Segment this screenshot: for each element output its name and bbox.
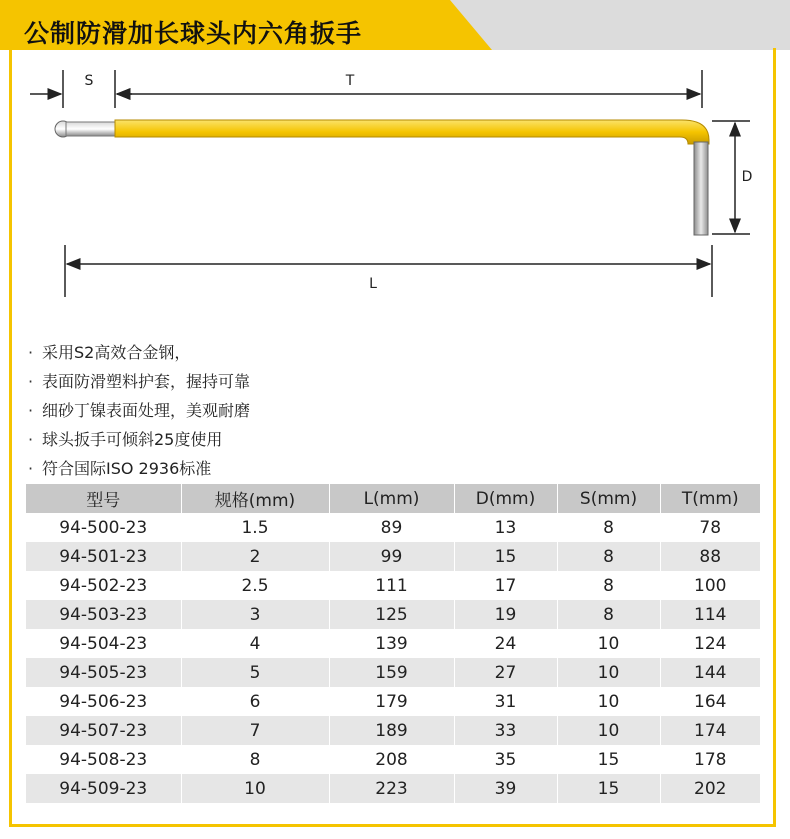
- table-row: [26, 571, 760, 600]
- cell-t: 178: [694, 749, 727, 770]
- s-label: S: [84, 73, 94, 89]
- header-d: D(mm): [454, 484, 557, 513]
- d-dimension: [712, 121, 752, 234]
- t-label: T: [345, 73, 355, 89]
- page-title: 公制防滑加长球头内六角扳手: [24, 19, 363, 48]
- cell-model: 94-506-23: [26, 687, 181, 716]
- cell-t: 100: [694, 575, 727, 596]
- cell-d: 24: [454, 629, 557, 658]
- cell-d: 19: [454, 600, 557, 629]
- cell-model: 94-505-23: [26, 658, 181, 687]
- cell-model: 94-509-23: [26, 774, 181, 803]
- cell-l: 139: [329, 629, 454, 658]
- feature-list: [28, 338, 528, 483]
- cell-model: 94-508-23: [26, 745, 181, 774]
- header-l: L(mm): [329, 484, 454, 513]
- cell-s: 8: [557, 571, 660, 600]
- table-row: [26, 629, 760, 658]
- table-row: [26, 716, 760, 745]
- header-s: S(mm): [557, 484, 660, 513]
- cell-t: 78: [699, 517, 722, 538]
- cell-size: 2.5: [181, 571, 329, 600]
- wrench-diagram: [20, 60, 770, 310]
- cell-size: 3: [181, 600, 329, 629]
- cell-t: 114: [694, 604, 727, 625]
- header-t: T(mm): [681, 488, 739, 509]
- cell-l: 111: [329, 571, 454, 600]
- feature-item: [28, 425, 528, 454]
- cell-size: 8: [181, 745, 329, 774]
- table-row: [26, 542, 760, 571]
- cell-s: 8: [557, 513, 660, 542]
- cell-s: 10: [557, 658, 660, 687]
- bullet-dot: ·: [28, 372, 34, 391]
- cell-size: 7: [181, 716, 329, 745]
- cell-s: 8: [557, 542, 660, 571]
- cell-l: 99: [329, 542, 454, 571]
- hex-shaft: [66, 122, 116, 136]
- cell-s: 15: [557, 745, 660, 774]
- cell-l: 179: [329, 687, 454, 716]
- feature-text: 球头扳手可倾斜25度使用: [42, 430, 223, 449]
- table-header-row: [26, 484, 760, 513]
- cell-model: 94-501-23: [26, 542, 181, 571]
- cell-d: 31: [454, 687, 557, 716]
- bullet-dot: ·: [28, 459, 34, 478]
- feature-text: 表面防滑塑料护套，握持可靠: [42, 372, 251, 391]
- table-row: [26, 774, 760, 803]
- feature-item: [28, 454, 528, 483]
- cell-s: 10: [557, 716, 660, 745]
- table-row: [26, 745, 760, 774]
- cell-t: 174: [694, 720, 727, 741]
- cell-t: 124: [694, 633, 727, 654]
- hex-wrench: [55, 120, 709, 235]
- table-row: [26, 600, 760, 629]
- feature-text: 符合国际ISO 2936标准: [42, 459, 212, 478]
- feature-item: [28, 338, 528, 367]
- cell-t: 144: [694, 662, 727, 683]
- feature-text: 采用S2高效合金钢，: [42, 343, 191, 362]
- cell-d: 15: [454, 542, 557, 571]
- cell-s: 10: [557, 687, 660, 716]
- cell-model: 94-503-23: [26, 600, 181, 629]
- cell-t: 202: [694, 778, 727, 799]
- feature-item: [28, 367, 528, 396]
- cell-d: 13: [454, 513, 557, 542]
- cell-size: 2: [181, 542, 329, 571]
- cell-l: 89: [329, 513, 454, 542]
- s-dimension: [30, 70, 132, 108]
- short-arm: [694, 142, 708, 235]
- cell-model: 94-502-23: [26, 571, 181, 600]
- cell-l: 208: [329, 745, 454, 774]
- cell-size: 10: [181, 774, 329, 803]
- cell-l: 189: [329, 716, 454, 745]
- cell-size: 5: [181, 658, 329, 687]
- l-label: L: [369, 276, 377, 292]
- table-row: [26, 687, 760, 716]
- cell-t: 164: [694, 691, 727, 712]
- d-label: D: [741, 169, 753, 185]
- spec-table: [26, 484, 760, 803]
- cell-model: 94-500-23: [26, 513, 181, 542]
- l-dimension: [65, 245, 712, 297]
- header-size: 规格(mm): [181, 484, 329, 513]
- cell-t: 88: [699, 546, 722, 567]
- cell-model: 94-504-23: [26, 629, 181, 658]
- cell-size: 6: [181, 687, 329, 716]
- feature-item: [28, 396, 528, 425]
- cell-model: 94-507-23: [26, 716, 181, 745]
- cell-s: 15: [557, 774, 660, 803]
- cell-d: 17: [454, 571, 557, 600]
- cell-d: 27: [454, 658, 557, 687]
- yellow-sleeve: [115, 120, 709, 144]
- cell-s: 8: [557, 600, 660, 629]
- header-model: 型号: [26, 484, 181, 513]
- table-row: [26, 513, 760, 542]
- cell-d: 33: [454, 716, 557, 745]
- cell-s: 10: [557, 629, 660, 658]
- cell-l: 125: [329, 600, 454, 629]
- table-row: [26, 658, 760, 687]
- bullet-dot: ·: [28, 430, 34, 449]
- cell-d: 35: [454, 745, 557, 774]
- cell-l: 223: [329, 774, 454, 803]
- bullet-dot: ·: [28, 401, 34, 420]
- cell-d: 39: [454, 774, 557, 803]
- bullet-dot: ·: [28, 343, 34, 362]
- cell-l: 159: [329, 658, 454, 687]
- cell-size: 1.5: [181, 513, 329, 542]
- cell-size: 4: [181, 629, 329, 658]
- feature-text: 细砂丁镍表面处理，美观耐磨: [42, 401, 251, 420]
- t-dimension: [117, 70, 702, 108]
